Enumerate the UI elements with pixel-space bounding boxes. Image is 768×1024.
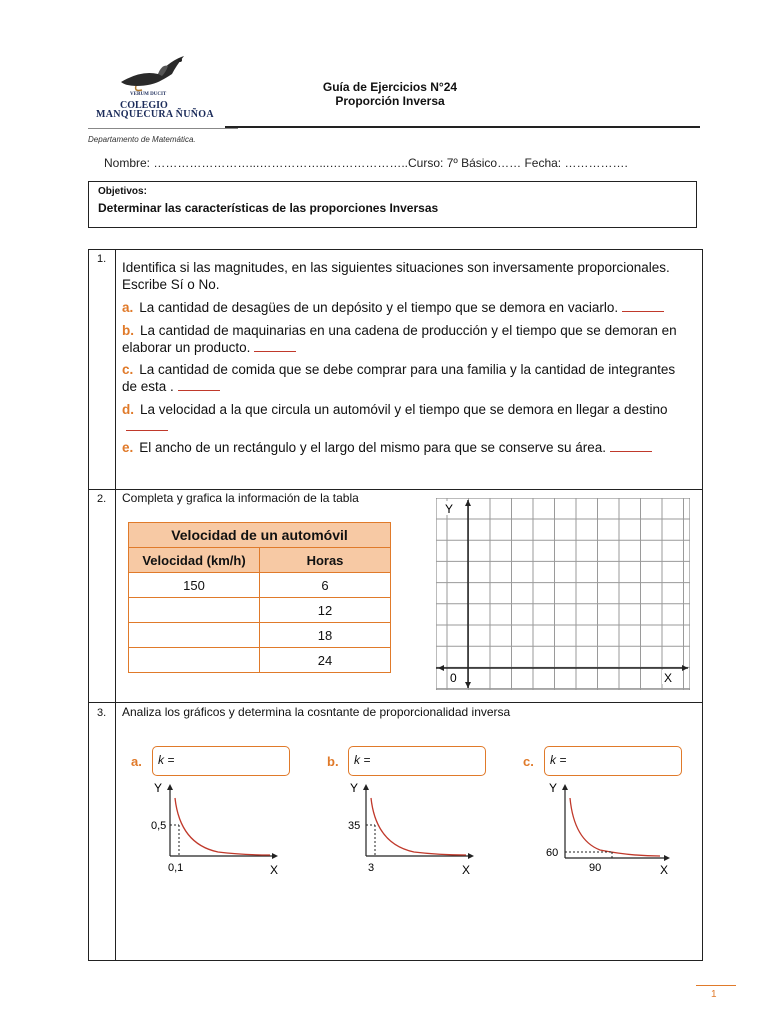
hours-column-header: Horas <box>260 548 391 573</box>
graph-b-x-axis-label: X <box>462 863 471 877</box>
question-3-text: Analiza los gráficos y determina la cosntante de proporcionalidad inversa <box>122 705 511 719</box>
graph-b-x-tick: 3 <box>368 862 375 874</box>
q1-item-b-answer-blank[interactable] <box>254 351 296 352</box>
q1-item-d-text: La velocidad a la que circula un automóvil y el tiempo que se demora en llegar a destino <box>140 402 668 417</box>
question-2-text: Completa y grafica la información de la tabla <box>122 491 359 505</box>
graph-c-k-text: k = <box>550 753 567 767</box>
logo-school-name: MANQUECURA ÑUÑOA <box>96 109 214 120</box>
q1-item-a <box>122 299 687 316</box>
velocity-cell[interactable] <box>129 598 260 623</box>
graph-b-k-text: k = <box>354 753 371 767</box>
question-3-number: 3. <box>97 707 107 719</box>
question-2-number: 2. <box>97 493 107 505</box>
graph-c-y-tick: 60 <box>546 847 559 859</box>
page-subtitle: Proporción Inversa <box>335 94 445 108</box>
logo-motto: VERUM DUCIT <box>130 92 167 97</box>
graph-a-y-axis-label: Y <box>154 781 163 795</box>
row-divider-1 <box>88 489 703 490</box>
q1-item-e-label: e. <box>122 440 134 455</box>
q1-item-e-text: El ancho de un rectángulo y el largo del mismo para que se conserve su área. <box>139 440 607 455</box>
q1-item-c-text: La cantidad de comida que se debe comprar para una familia y la cantidad de integrantes de esta . <box>122 362 676 394</box>
q1-item-c-label: c. <box>122 362 134 377</box>
question-1-number: 1. <box>97 253 107 265</box>
grid-origin-label: 0 <box>450 671 457 685</box>
graph-c-x-tick: 90 <box>589 862 602 874</box>
q1-item-d <box>122 401 687 435</box>
graph-a-x-tick: 0,1 <box>168 862 184 874</box>
graph-c-x-axis-label: X <box>660 863 669 877</box>
velocity-table-title: Velocidad de un automóvil <box>129 523 391 548</box>
question-1-text: Identifica si las magnitudes, en las siguientes situaciones son inversamente proporcionales. Escribe Sí o No. <box>122 260 670 292</box>
graph-a <box>148 778 288 878</box>
q1-item-b-text: La cantidad de maquinarias en una cadena de producción y el tiempo que se demoran en elaborar un producto. <box>122 323 677 355</box>
department-label: Departamento de Matemática. <box>88 135 196 144</box>
graph-a-k-input[interactable] <box>152 746 290 776</box>
graph-a-k-text: k = <box>158 753 175 767</box>
q1-item-d-answer-blank[interactable] <box>126 430 168 431</box>
row-divider-2 <box>88 702 703 703</box>
graph-a-x-axis-label: X <box>270 863 279 877</box>
grid-y-label: Y <box>445 502 454 516</box>
header-rule <box>225 126 700 128</box>
hours-cell: 24 <box>260 648 391 673</box>
graph-b-y-tick: 35 <box>348 820 361 832</box>
number-column-divider <box>115 249 116 961</box>
student-info-line[interactable]: Nombre: ……………………...……………...………………..Curso: 7º Básico…… Fecha: ……………. <box>104 156 628 170</box>
graph-c-y-axis-label: Y <box>549 781 558 795</box>
table-row <box>129 573 391 598</box>
q1-item-a-label: a. <box>122 300 134 315</box>
q1-item-a-text: La cantidad de desagües de un depósito y el tiempo que se demora en vaciarlo. <box>139 300 619 315</box>
table-row <box>129 648 391 673</box>
velocity-cell[interactable] <box>129 623 260 648</box>
page-number: 1 <box>711 989 717 1000</box>
q1-item-a-answer-blank[interactable] <box>622 311 664 312</box>
q1-item-b-label: b. <box>122 323 134 338</box>
hours-cell: 18 <box>260 623 391 648</box>
velocity-table <box>128 522 391 673</box>
graph-grid[interactable] <box>436 498 690 690</box>
graph-c-label: c. <box>523 754 534 769</box>
velocity-cell[interactable] <box>129 648 260 673</box>
condor-icon <box>96 52 216 94</box>
q1-item-b <box>122 322 687 356</box>
table-row <box>129 623 391 648</box>
objectives-label: Objetivos: <box>98 186 147 197</box>
q1-item-e <box>122 439 687 456</box>
grid-x-label: X <box>664 671 673 685</box>
q1-item-c <box>122 361 687 395</box>
velocity-column-header: Velocidad (km/h) <box>129 548 260 573</box>
graph-c <box>540 778 680 878</box>
logo-college: COLEGIO <box>120 100 168 111</box>
graph-b-k-input[interactable] <box>348 746 486 776</box>
hours-cell: 12 <box>260 598 391 623</box>
graph-a-label: a. <box>131 754 142 769</box>
q1-item-e-answer-blank[interactable] <box>610 451 652 452</box>
q1-item-d-label: d. <box>122 402 134 417</box>
header-rule-left <box>88 128 238 129</box>
page-title: Guía de Ejercicios N°24 <box>322 80 458 94</box>
graph-b <box>344 778 484 878</box>
graph-a-y-tick: 0,5 <box>151 820 167 832</box>
graph-b-label: b. <box>327 754 339 769</box>
hours-cell: 6 <box>260 573 391 598</box>
q1-item-c-answer-blank[interactable] <box>178 390 220 391</box>
velocity-cell[interactable]: 150 <box>129 573 260 598</box>
table-row <box>129 598 391 623</box>
objectives-text: Determinar las características de las proporciones Inversas <box>98 201 439 215</box>
graph-c-k-input[interactable] <box>544 746 682 776</box>
graph-b-y-axis-label: Y <box>350 781 359 795</box>
footer-rule <box>696 985 736 986</box>
